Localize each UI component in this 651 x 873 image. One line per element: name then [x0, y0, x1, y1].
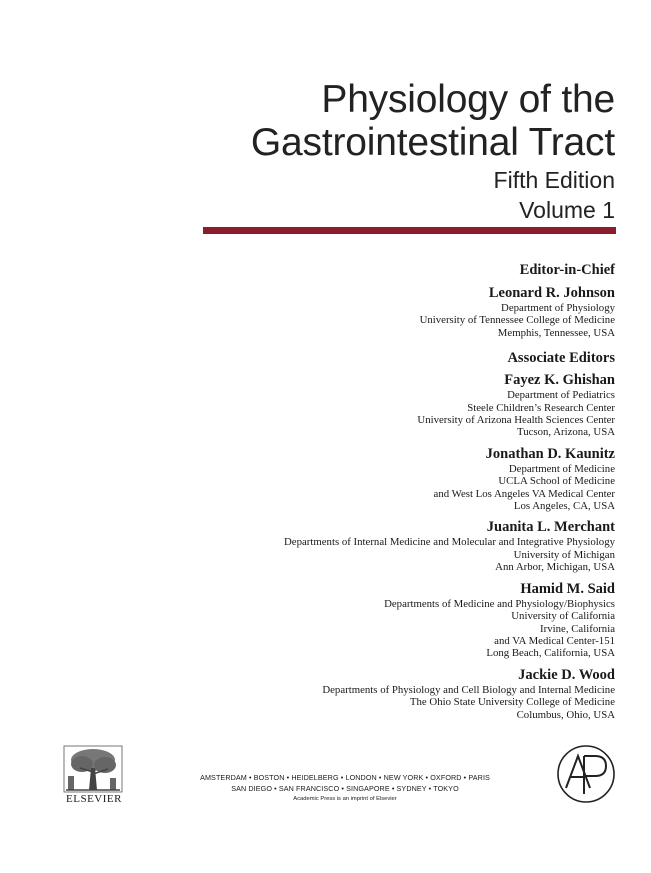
affiliation-line: Departments of Physiology and Cell Biology and Internal Medicine	[322, 683, 615, 696]
affiliation-line: Irvine, California	[540, 622, 615, 635]
associate-editor	[195, 446, 615, 513]
editor-name: Leonard R. Johnson	[488, 285, 615, 301]
associate-editor	[195, 581, 615, 660]
cities-line-2: SAN DIEGO • SAN FRANCISCO • SINGAPORE • SYDNEY • TOKYO	[231, 784, 459, 793]
affiliation-line: Department of Physiology	[501, 302, 615, 314]
affiliation-line: University of Michigan	[513, 548, 615, 561]
affiliation-line: University of Arizona Health Sciences Center	[417, 414, 615, 427]
academic-press-ap-icon	[556, 744, 616, 804]
affiliation-line: University of California	[511, 610, 615, 623]
affiliation-line: Memphis, Tennessee, USA	[497, 326, 615, 339]
title-divider	[203, 227, 616, 234]
affiliation-line: University of Tennessee College of Medicine	[419, 314, 615, 327]
affiliation-line: Department of Medicine	[508, 462, 615, 475]
cities-line-1: AMSTERDAM • BOSTON • HEIDELBERG • LONDON • NEW YORK • OXFORD • PARIS	[200, 773, 490, 782]
affiliation-line: and West Los Angeles VA Medical Center	[433, 487, 615, 500]
associate-editor	[195, 519, 615, 573]
editor-name: Juanita L. Merchant	[486, 519, 615, 536]
affiliation-line: UCLA School of Medicine	[498, 475, 615, 488]
book-title-line-1: Physiology of the	[321, 78, 615, 121]
volume-label: Volume 1	[519, 197, 615, 223]
affiliation-line: Department of Pediatrics	[507, 389, 615, 402]
title-block	[251, 78, 615, 224]
affiliation-line: Columbus, Ohio, USA	[516, 708, 615, 721]
associate-editor	[195, 667, 615, 721]
publisher-cities	[175, 772, 515, 804]
imprint-note: Academic Press is an imprint of Elsevier	[293, 796, 397, 802]
edition-label: Fifth Edition	[493, 167, 615, 193]
affiliation-line: Los Angeles, CA, USA	[513, 500, 615, 513]
editor-name: Hamid M. Said	[520, 580, 615, 597]
elsevier-label: ELSEVIER	[66, 793, 122, 805]
editor-name: Jonathan D. Kaunitz	[485, 445, 615, 462]
affiliation-line: Departments of Internal Medicine and Molecular and Integrative Physiology	[283, 536, 615, 549]
affiliation-line: Steele Children’s Research Center	[467, 401, 615, 414]
editor-name: Jackie D. Wood	[518, 666, 615, 683]
affiliation-line: Ann Arbor, Michigan, USA	[495, 561, 615, 574]
associate-editor	[195, 372, 615, 439]
editors-section	[195, 261, 615, 728]
affiliation-line: The Ohio State University College of Medicine	[409, 696, 615, 709]
editor-in-chief	[195, 285, 615, 339]
book-title-line-2: Gastrointestinal Tract	[250, 121, 615, 164]
editor-name: Fayez K. Ghishan	[504, 372, 615, 389]
affiliation-line: and VA Medical Center-151	[494, 634, 615, 647]
affiliation-line: Departments of Medicine and Physiology/Biophysics	[384, 597, 615, 610]
editor-in-chief-heading: Editor-in-Chief	[519, 262, 615, 278]
affiliation-line: Tucson, Arizona, USA	[517, 426, 615, 439]
associate-editors-heading: Associate Editors	[507, 350, 615, 367]
affiliation-line: Long Beach, California, USA	[486, 647, 615, 660]
